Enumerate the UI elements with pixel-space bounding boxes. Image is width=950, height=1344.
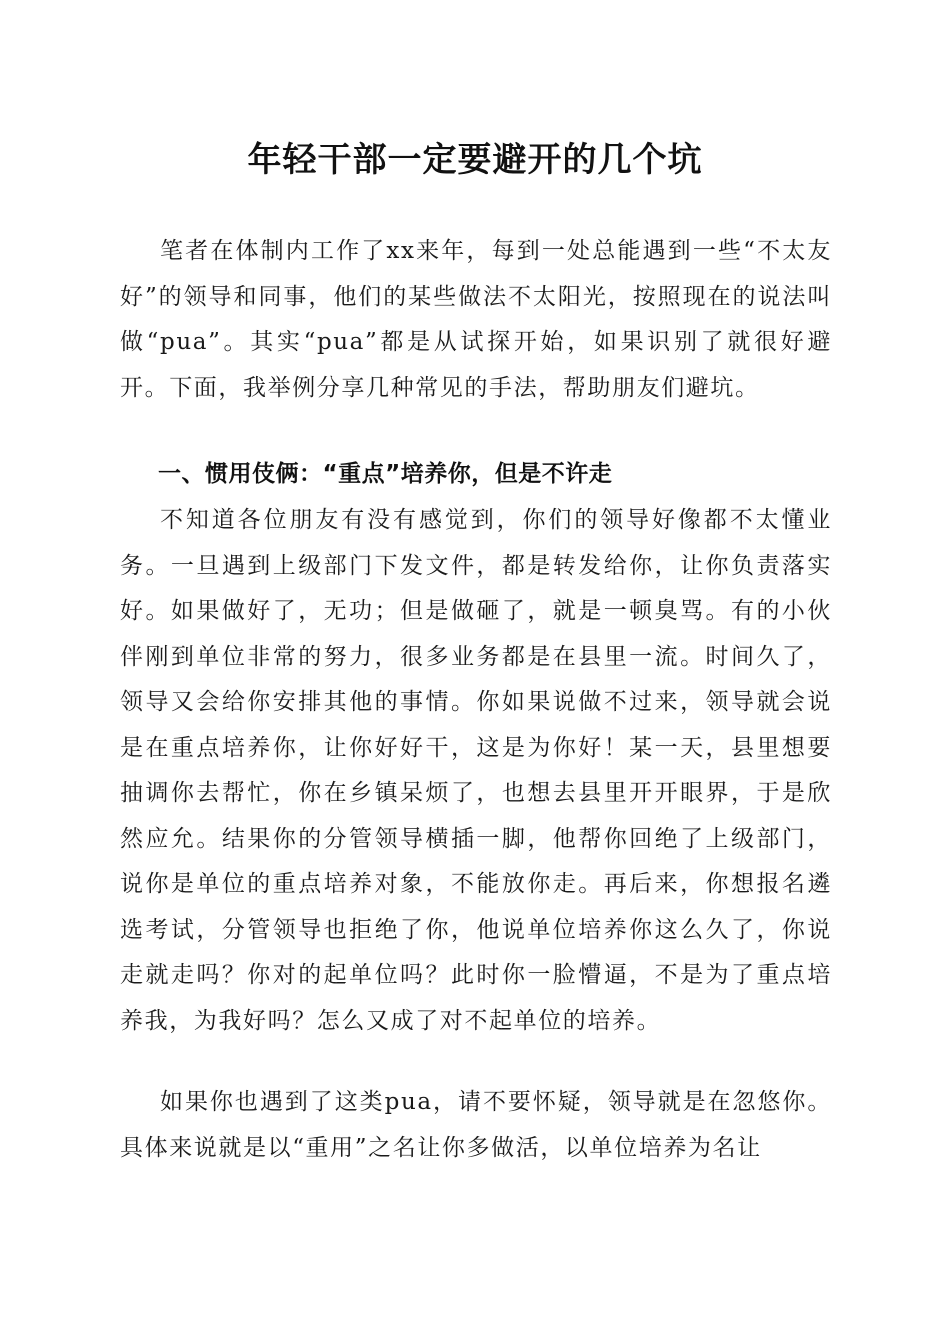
document-title: 年轻干部一定要避开的几个坑: [247, 140, 703, 180]
section-heading: 一、惯用伎俩：“重点”培养你，但是不许走: [158, 461, 613, 487]
section-paragraph: 不知道各位朋友有没有感觉到，你们的领导好像都不太懂业务。一旦遇到上级部门下发文件，都是转发给你，让你负责落实好。如果做好了，无功；但是做砸了，就是一顿臭骂。有的小伙伴刚到单位非常的努力，很多业务都是在县里一流。时间久了，领导又会给你安排其他的事情。你如果说做不过来，领导就会说是在重点培养你，让你好好干，这是为你好！某一天，县里想要抽调你去帮忙，你在乡镇呆烦了，也想去县里开开眼界，于是欣然应允。结果你的分管领导横插一脚，他帮你回绝了上级部门，说你是单位的重点培养对象，不能放你走。再后来，你想报名遴选考试，分管领导也拒绝了你，他说单位培养你这么久了，你说走就走吗？你对的起单位吗？此时你一脸懵逼，不是为了重点培养我，为我好吗？怎么又成了对不起单位的培养。: [120, 507, 832, 1034]
section-paragraph: 如果你也遇到了这类pua，请不要怀疑，领导就是在忽悠你。具体来说就是以“重用”之名让你多做活，以单位培养为名让: [120, 1089, 832, 1161]
intro-paragraph: 笔者在体制内工作了xx来年，每到一处总能遇到一些“不太友好”的领导和同事，他们的某些做法不太阳光，按照现在的说法叫做“pua”。其实“pua”都是从试探开始，如果识别了就很好避开。下面，我举例分享几种常见的手法，帮助朋友们避坑。: [120, 238, 832, 401]
